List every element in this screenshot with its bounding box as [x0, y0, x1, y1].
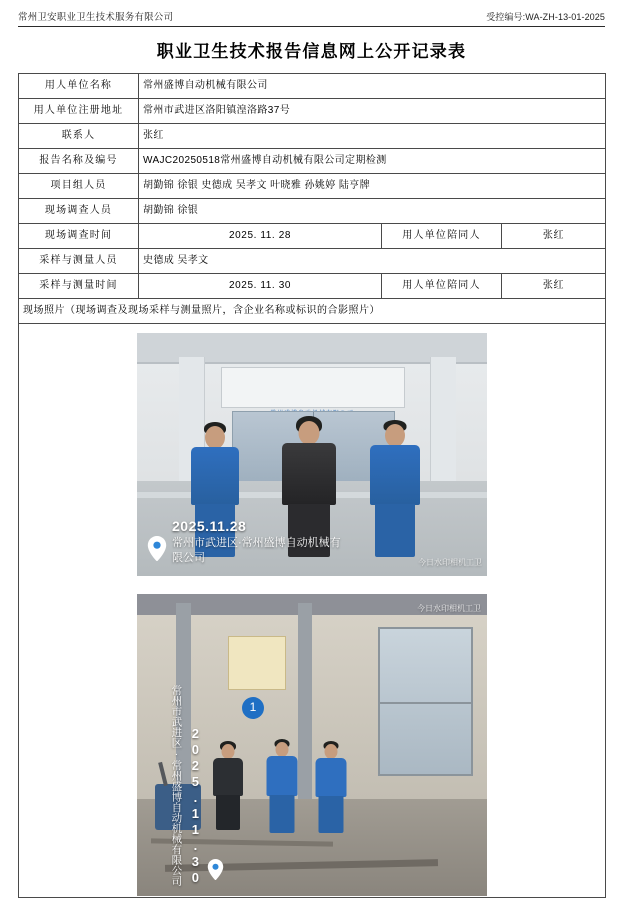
row-label-survey-time: 现场调查时间 [19, 224, 139, 249]
person-jacket [191, 447, 239, 505]
photo2-date: 2025.11.30 [187, 726, 203, 886]
row-label-accompanied-by-2: 用人单位陪同人 [382, 274, 502, 299]
table-row-photos [19, 324, 606, 898]
photo-section-header: 现场照片（现场调查及现场采样与测量照片，含企业名称或标识的合影照片） [19, 299, 606, 324]
table-row [19, 224, 606, 249]
pillar-right [430, 357, 456, 481]
row-value-survey-time: 2025. 11. 28 [139, 224, 382, 249]
company-signboard [221, 367, 405, 408]
location-pin-icon [147, 536, 167, 561]
row-value-employer-address: 常州市武进区洛阳镇湟洛路37号 [139, 99, 606, 124]
table-row [19, 249, 606, 274]
photo1-brand-watermark: 今日水印相机工卫 [418, 558, 483, 567]
person-right [361, 420, 429, 557]
row-value-employer-name: 常州盛博自动机械有限公司 [139, 74, 606, 99]
photo-cell [19, 324, 606, 898]
person-head [298, 421, 319, 445]
row-value-survey-staff: 胡勤锦 徐银 [139, 199, 606, 224]
row-label-project-team: 项目组人员 [19, 174, 139, 199]
person-legs [375, 504, 415, 557]
table-row [19, 149, 606, 174]
row-value-contact: 张红 [139, 124, 606, 149]
row-label-report-name: 报告名称及编号 [19, 149, 139, 174]
header-divider [18, 26, 605, 27]
header-control-number: 受控编号:WA-ZH-13-01-2025 [486, 12, 605, 22]
table-row [19, 99, 606, 124]
row-label-contact: 联系人 [19, 124, 139, 149]
row-value-accompanied-by-2: 张红 [502, 274, 606, 299]
table-row [19, 174, 606, 199]
photo1-location: 常州市武进区·常州盛博自动机械有限公司 [172, 537, 341, 565]
record-form-table [18, 73, 606, 898]
row-label-sampling-staff: 采样与测量人员 [19, 249, 139, 274]
row-label-sampling-time: 采样与测量时间 [19, 274, 139, 299]
table-row [19, 274, 606, 299]
table-row [19, 124, 606, 149]
row-label-survey-staff: 现场调查人员 [19, 199, 139, 224]
photo1-watermark-text [172, 518, 347, 566]
row-value-accompanied-by-1: 张红 [502, 224, 606, 249]
photo2-brand-watermark: 今日水印相机工卫 [417, 604, 482, 613]
page-title: 职业卫生技术报告信息网上公开记录表 [156, 42, 467, 61]
photo1-watermark [147, 518, 347, 566]
row-label-accompanied-by-1: 用人单位陪同人 [382, 224, 502, 249]
point-marker-1: 1 [242, 697, 264, 719]
document-header [18, 0, 605, 26]
row-label-employer-address: 用人单位注册地址 [19, 99, 139, 124]
row-value-project-team: 胡勤锦 徐银 史德成 吴孝文 叶晓雅 孙姚婷 陆亨牌 [139, 174, 606, 199]
row-label-employer-name: 用人单位名称 [19, 74, 139, 99]
table-row [19, 199, 606, 224]
table-row [19, 74, 606, 99]
person-head [385, 424, 405, 447]
row-value-sampling-staff: 史德成 吴孝文 [139, 249, 606, 274]
notice-board [228, 636, 286, 689]
table-row [19, 299, 606, 324]
row-value-report-name: WAJC20250518常州盛博自动机械有限公司定期检测 [139, 149, 606, 174]
person-jacket [370, 445, 420, 505]
person-jacket [282, 443, 336, 505]
photo1-date: 2025.11.28 [172, 517, 247, 534]
person-head [205, 426, 225, 449]
site-survey-photo [137, 333, 487, 576]
location-pin-icon [207, 859, 224, 884]
photo2-watermark [169, 685, 479, 886]
row-value-sampling-time: 2025. 11. 30 [139, 274, 382, 299]
header-company-name: 常州卫安职业卫生技术服务有限公司 [18, 12, 174, 23]
photo2-location: 常州市武进区·常州盛博自动机械有限公司 [170, 685, 183, 886]
photo-container [23, 325, 601, 896]
sampling-photo [137, 594, 487, 896]
